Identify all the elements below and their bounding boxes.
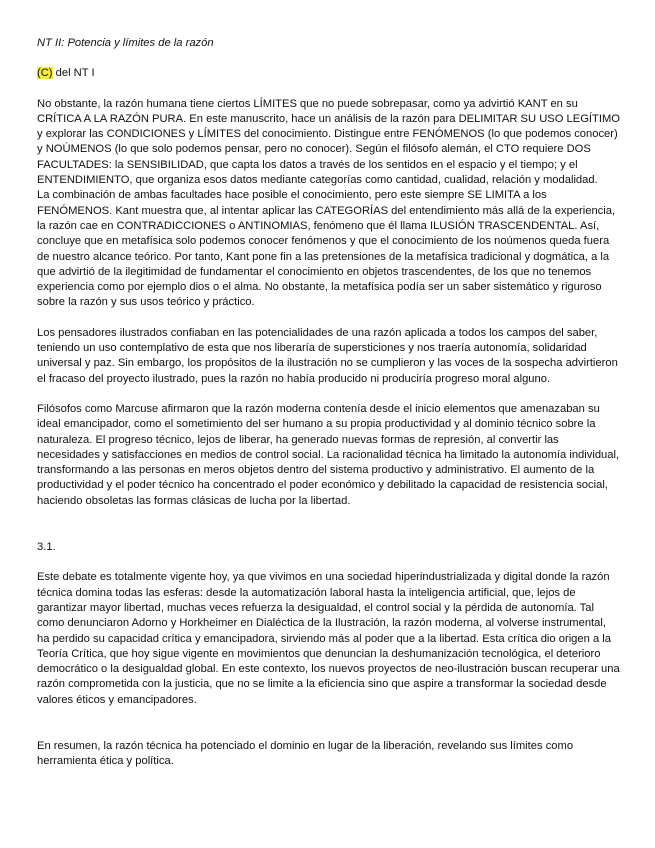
spacer — [37, 509, 621, 540]
paragraph-marcuse: Filósofos como Marcuse afirmaron que la razón moderna contenía desde el inicio elementos que amenazaban su ideal emancipador, como el sometimiento del ser humano a su propia productividad y al dominio técnico sobre la naturaleza. El progreso técnico, lejos de liberar, ha generado nuevas formas de represión, al convertir las necesidades y satisfacciones en medios de control social. La racionalidad técnica ha limitado la autonomía individual, transformando a las personas en meros objetos dentro del sistema productivo y administrativo. El aumento de la productividad y el poder técnico ha concentrado el poder económico y debilitado la capacidad de resistencia social, haciendo obsoletas las formas clásicas de lucha por la libertad. — [37, 402, 620, 507]
paragraph-summary: En resumen, la razón técnica ha potenciado el dominio en lugar de la liberación, revelando sus límites como herramienta ética y política. — [37, 739, 574, 768]
spacer — [37, 387, 621, 402]
document-subtitle — [37, 66, 621, 81]
spacer — [37, 311, 621, 326]
paragraph-enlightenment: Los pensadores ilustrados confiaban en las potencialidades de una razón aplicada a todos los campos del saber, teniendo un uso contemplativo de esta que nos liberaría de supersticiones y nos traería autonomía, solidaridad universal y paz. Sin embargo, los propósitos de la ilustración no se cumplieron y las voces de la sospecha advirtieron el fracaso del proyecto ilustrado, pues la razón no había producido ni produciría progreso moral alguno. — [37, 326, 618, 385]
spacer — [37, 51, 621, 66]
spacer — [37, 82, 621, 97]
document-page — [37, 36, 621, 770]
subtitle-text: del NT I — [52, 67, 95, 80]
highlighted-reference: (C) — [37, 67, 53, 80]
spacer — [37, 708, 621, 739]
paragraph-kant-limits: No obstante, la razón humana tiene ciertos LÍMITES que no puede sobrepasar, como ya advirtió KANT en su CRÍTICA A LA RAZÓN PURA. En este manuscrito, hace un análisis de la razón para DELIMITAR SU USO LEGÍTIMO y explorar las CONDICIONES y LÍMITES del conocimiento. Distingue entre FENÓMENOS (lo que podemos conocer) y NOÚMENOS (lo que solo podemos pensar, pero no conocer). Según el filósofo alemán, el CTO requiere DOS FACULTADES: la SENSIBILIDAD, que capta los datos a través de los sentidos en el espacio y el tiempo; y el ENTENDIMIENTO, que organiza esos datos mediante categorías como cantidad, cualidad, relación y modalidad. — [37, 97, 620, 187]
paragraph-kant-conclusion: La combinación de ambas facultades hace posible el conocimiento, pero este siempre SE LIMITA a los FENÓMENOS. Kant muestra que, al intentar aplicar las CATEGORÍAS del entendimiento más allá de la experiencia, la razón cae en CONTRADICCIONES o ANTINOMIAS, fenómeno que él llama ILUSIÓN TRASCENDENTAL. Así, concluye que en metafísica solo podemos conocer fenómenos y que el conocimiento de los noúmenos queda fuera de nuestro alcance teórico. Por tanto, Kant pone fin a las pretensiones de la metafísica tradicional y dogmática, a la que advirtió de la ilegitimidad de fundamentar el conocimiento en objetos trascendentes, de los que no tenemos experiencia como por ejemplo dios o el alma. No obstante, la metafísica podía ser un saber sistemático y riguroso sobre la razón y sus usos teórico y práctico. — [37, 189, 616, 309]
paragraph-current-debate: Este debate es totalmente vigente hoy, ya que vivimos en una sociedad hiperindustrializada y digital donde la razón técnica domina todas las esferas: desde la automatización laboral hasta la inteligencia artificial, que, lejos de garantizar mayor libertad, muchas veces refuerza la desigualdad, el control social y la pérdida de autonomía. Tal como denunciaron Adorno y Horkheimer en Dialéctica de la Ilustración, la razón moderna, al volverse instrumental, ha perdido su capacidad crítica y emancipadora, sirviendo más al poder que a la libertad. Esta crítica dio origen a la Teoría Crítica, que hoy sigue vigente en movimientos que denuncian la deshumanización tecnológica, el deterioro democrático o la desigualdad global. En este contexto, los nuevos proyectos de neo-ilustración buscan recuperar una razón comprometida con la justicia, que no se limite a la eficiencia sino que aspire a transformar la sociedad desde valores éticos y emancipadores. — [37, 571, 620, 706]
section-label: 3.1. — [37, 541, 56, 554]
document-title: NT II: Potencia y límites de la razón — [37, 37, 214, 49]
spacer — [37, 555, 621, 570]
